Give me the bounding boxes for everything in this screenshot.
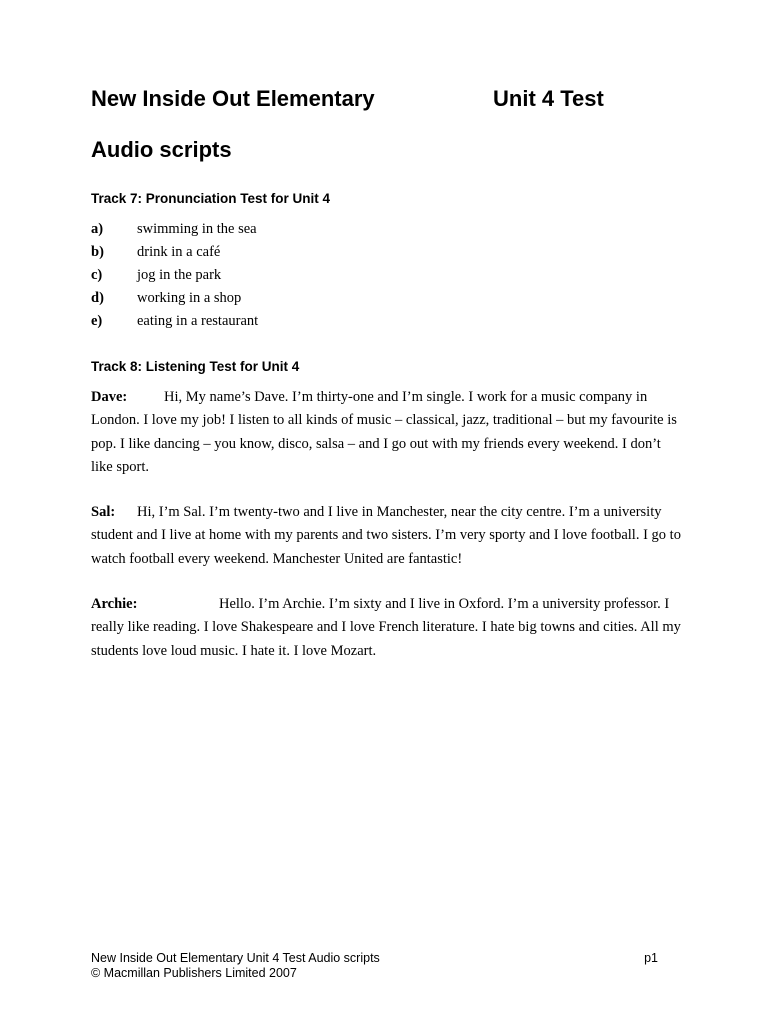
item-text: eating in a restaurant <box>137 313 259 329</box>
item-letter: a) <box>91 221 104 237</box>
list-item <box>91 266 491 289</box>
speaker-label: Dave: <box>91 389 128 405</box>
title-row <box>91 86 691 114</box>
dave-script <box>91 386 681 479</box>
track7-heading: Track 7: Pronunciation Test for Unit 4 <box>91 191 331 206</box>
script-text: Hi, My name’s Dave. I’m thirty-one and I’m single. I work for a music company in London. I love my job! I listen to all kinds of music – classical, jazz, traditional – but my favourite is pop. I like dancing – you know, disco, salsa – and I go out with my friends every weekend. I don’t like sport. <box>91 389 677 475</box>
footer-copyright: © Macmillan Publishers Limited 2007 <box>91 966 297 980</box>
speaker-label: Archie: <box>91 596 138 612</box>
pronunciation-list <box>91 220 491 335</box>
document-subtitle: Audio scripts <box>91 137 232 162</box>
list-item <box>91 243 491 266</box>
list-item <box>91 312 491 335</box>
item-letter: e) <box>91 313 103 329</box>
unit-title: Unit 4 Test <box>493 86 604 111</box>
item-letter: d) <box>91 290 104 306</box>
speaker-label: Sal: <box>91 504 116 520</box>
list-item <box>91 289 491 312</box>
item-text: swimming in the sea <box>137 221 257 237</box>
script-text: Hello. I’m Archie. I’m sixty and I live in Oxford. I’m a university professor. I really like reading. I love Shakespeare and I love French literature. I hate big towns and cities. All my students love loud music. I hate it. I love Mozart. <box>91 596 681 659</box>
item-letter: b) <box>91 244 104 260</box>
item-text: jog in the park <box>137 267 222 283</box>
footer-title: New Inside Out Elementary Unit 4 Test Audio scripts <box>91 951 380 965</box>
document-title: New Inside Out Elementary <box>91 86 375 111</box>
item-text: working in a shop <box>137 290 242 306</box>
list-item <box>91 220 491 243</box>
page-footer <box>91 951 661 981</box>
script-text: Hi, I’m Sal. I’m twenty-two and I live in Manchester, near the city centre. I’m a university student and I live at home with my parents and two sisters. I’m very sporty and I love football. I go to watch football every weekend. Manchester United are fantastic! <box>91 504 681 567</box>
item-text: drink in a café <box>137 244 221 260</box>
page-number: p1 <box>644 951 658 965</box>
track8-heading: Track 8: Listening Test for Unit 4 <box>91 359 300 374</box>
item-letter: c) <box>91 267 103 283</box>
archie-script <box>91 593 681 663</box>
sal-script <box>91 501 681 571</box>
